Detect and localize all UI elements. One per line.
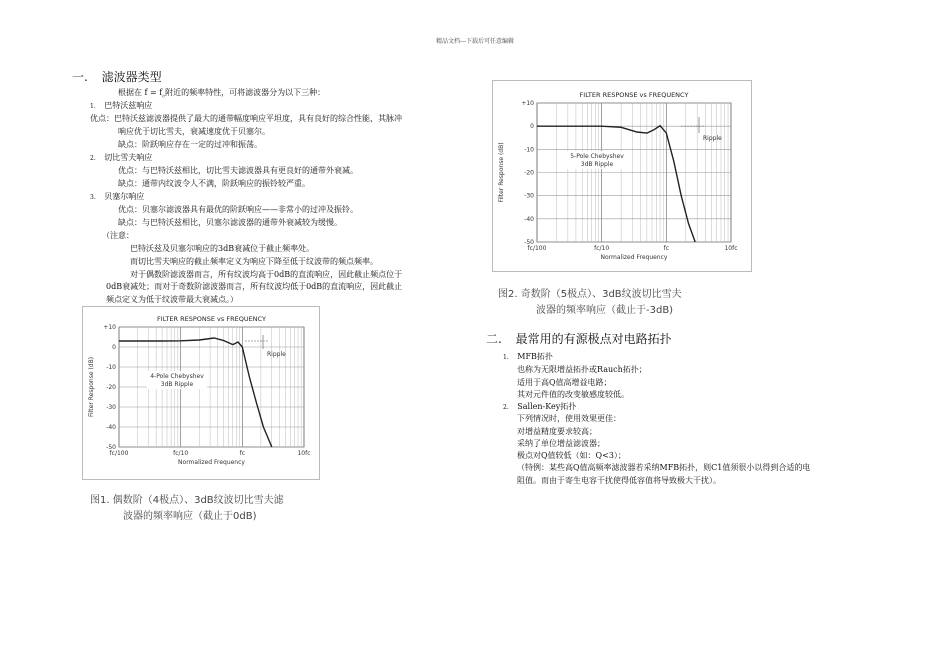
- y-tick-label: -50: [524, 239, 534, 246]
- figure2-svg: [493, 81, 751, 271]
- data-point: [119, 341, 120, 342]
- data-point: [681, 195, 682, 196]
- mfb-num: 1.: [503, 354, 509, 361]
- mfb-line-3: 其对元件值的改变敏感度较低。: [517, 390, 629, 399]
- data-point: [673, 161, 674, 162]
- figure1-caption-2: 波器的频率响应（截止于0dB): [123, 511, 257, 522]
- intro-sub: c: [162, 93, 166, 100]
- data-point: [663, 129, 664, 130]
- y-tick-label: -50: [106, 444, 116, 451]
- note-open: （注意：: [102, 231, 134, 240]
- x-tick-label: fc/10: [594, 245, 610, 252]
- intro-part2: 附近的频率特性，可将滤波器分为以下三种：: [165, 88, 326, 97]
- item-2: [90, 152, 152, 165]
- note-1: 巴特沃兹及贝塞尔响应的3dB衰减位于截止频率处。: [130, 244, 315, 253]
- item-1-label: 巴特沃兹响应: [104, 101, 153, 110]
- page-header: 精品文档---下载后可任意编辑: [435, 38, 515, 45]
- annotation-line-2: 3dB Ripple: [580, 161, 614, 168]
- sk-line-4: 极点对Q值较低（如：Q<3）；: [517, 451, 626, 460]
- chart-title: FILTER RESPONSE vs FREQUENCY: [579, 91, 689, 99]
- section1-title: 滤波器类型: [101, 70, 162, 84]
- mfb-line-1: 也称为无限增益拓扑或Rauch拓扑；: [517, 365, 647, 374]
- note-2: 而切比雪夫响应的截止频率定义为响应下降至低于纹波带的频点频率。: [130, 257, 378, 266]
- butter-con: 缺点：阶跃响应存在一定的过冲和振荡。: [118, 140, 262, 149]
- x-tick-label: 10fc: [297, 450, 311, 457]
- figure2-chart: [492, 80, 752, 272]
- data-point: [263, 427, 264, 428]
- data-point: [223, 340, 224, 341]
- x-tick-label: 10fc: [724, 245, 738, 252]
- item-3: [90, 191, 144, 204]
- data-point: [601, 126, 602, 127]
- note-3: 对于偶数阶滤波器而言，所有纹波均高于0dB的直流响应，因此截止频点位于: [130, 270, 403, 279]
- mfb-heading: [503, 351, 553, 364]
- y-tick-label: -20: [106, 384, 116, 391]
- data-point: [249, 377, 250, 378]
- y-axis-label: Filter Response (dB): [88, 356, 95, 418]
- mfb-title: MFB拓扑: [517, 352, 553, 361]
- section1-number: 一.: [72, 70, 88, 84]
- data-point: [238, 342, 239, 343]
- ripple-label: Ripple: [267, 351, 286, 358]
- sk-line-1: 下列情况时，使用效果更佳：: [517, 414, 621, 423]
- data-point: [582, 126, 583, 127]
- y-tick-label: +10: [521, 100, 534, 107]
- item-3-num: 3.: [90, 194, 96, 201]
- sk-title: Sallen-Key拓扑: [517, 402, 577, 411]
- y-tick-label: -10: [106, 364, 116, 371]
- sk-line-2: 对增益精度要求较高；: [517, 427, 597, 436]
- data-point: [199, 340, 200, 341]
- cheby-con: 缺点：通带内纹波令人不满，阶跃响应的振铃较严重。: [118, 179, 310, 188]
- section2-number: 二.: [486, 332, 502, 346]
- data-point: [232, 344, 233, 345]
- annotation-line-2: 3dB Ripple: [160, 381, 194, 388]
- section2-title: 最常用的有源极点对电路拓扑: [515, 332, 672, 346]
- x-axis-label: Normalized Frequency: [178, 459, 245, 466]
- section2-heading: [486, 330, 672, 347]
- y-tick-label: -30: [524, 192, 534, 200]
- data-point: [646, 133, 647, 134]
- butter-pro-2: 响应优于切比雪夫，衰减速度优于贝塞尔。: [118, 127, 270, 136]
- y-tick-label: 0: [530, 123, 534, 131]
- y-tick-label: -40: [524, 215, 534, 223]
- data-point: [688, 223, 689, 224]
- sk-line-6: 阻值。而由于寄生电容干扰使得低容值将导致极大干扰）。: [517, 476, 721, 485]
- data-point: [621, 127, 622, 128]
- cheby-pro: 优点：与巴特沃兹相比，切比雪夫滤波器具有更良好的通带外衰减。: [118, 166, 358, 175]
- mfb-line-2: 适用于高Q值高增益电路；: [517, 378, 612, 387]
- section1-heading: [72, 68, 162, 85]
- y-tick-label: -10: [524, 146, 534, 154]
- data-point: [256, 403, 257, 404]
- data-point: [654, 129, 655, 130]
- annotation-line-1: 4-Pole Chebyshev: [150, 373, 204, 380]
- data-point: [162, 341, 163, 342]
- x-tick-label: fc/100: [527, 245, 547, 252]
- x-tick-label: fc/100: [109, 450, 129, 457]
- note-4: 0dB衰减处；而对于奇数阶滤波器而言，所有纹波均低于0dB的直流响应，因此截止: [106, 282, 403, 291]
- sk-line-3: 采纳了单位增益滤波器；: [517, 439, 605, 448]
- figure1-chart: [82, 306, 320, 480]
- intro-part1: 根据在 f = f: [118, 88, 163, 97]
- data-point: [537, 126, 538, 127]
- item-2-label: 切比雪夫响应: [104, 153, 153, 162]
- y-tick-label: -40: [106, 424, 116, 431]
- figure2-caption-2: 波器的频率响应（截止于-3dB): [536, 305, 674, 316]
- sk-num: 2.: [503, 404, 509, 411]
- data-point: [242, 347, 243, 348]
- data-point: [180, 340, 181, 341]
- data-point: [660, 125, 661, 126]
- x-tick-label: fc: [663, 245, 670, 252]
- item-1-num: 1.: [90, 103, 96, 110]
- annotation-line-1: 5-Pole Chebyshev: [570, 153, 624, 160]
- chart-title: FILTER RESPONSE vs FREQUENCY: [157, 315, 266, 323]
- data-point: [636, 132, 637, 133]
- y-tick-label: +10: [103, 324, 116, 331]
- butter-pro-1: 优点：巴特沃兹滤波器提供了最大的通带幅度响应平坦度，具有良好的综合性能，其脉冲: [90, 114, 402, 123]
- y-axis-label: Filter Response (dB): [498, 142, 505, 203]
- item-3-label: 贝塞尔响应: [104, 192, 145, 201]
- figure1-svg: [83, 307, 319, 479]
- y-tick-label: 0: [112, 344, 116, 351]
- y-tick-label: -30: [106, 404, 116, 411]
- y-tick-label: -20: [524, 169, 534, 177]
- figure2-caption-1: 图2. 奇数阶（5极点）、3dB纹波切比雪夫: [498, 289, 682, 300]
- bessel-pro: 优点：贝塞尔滤波器具有最优的阶跃响应——非常小的过冲及振铃。: [118, 205, 358, 214]
- x-axis-label: Normalized Frequency: [600, 254, 668, 261]
- data-point: [666, 133, 667, 134]
- figure1-caption-1: 图1. 偶数阶（4极点）、3dB纹波切比雪夫滤: [90, 495, 284, 506]
- x-tick-label: fc: [239, 450, 246, 457]
- x-tick-label: fc/10: [173, 450, 189, 457]
- item-2-num: 2.: [90, 155, 96, 162]
- sk-line-5: （特例：某些高Q值高频率滤波器若采纳MFB拓扑，则C1值须很小以得到合适的电: [517, 463, 811, 472]
- data-point: [214, 338, 215, 339]
- ripple-label: Ripple: [703, 135, 722, 142]
- note-5: 频点定义为低于纹波带最大衰减点。）: [106, 295, 238, 304]
- bessel-con: 缺点：与巴特沃兹相比，贝塞尔滤波器的通带外衰减较为缓慢。: [118, 218, 342, 227]
- item-1: [90, 100, 152, 113]
